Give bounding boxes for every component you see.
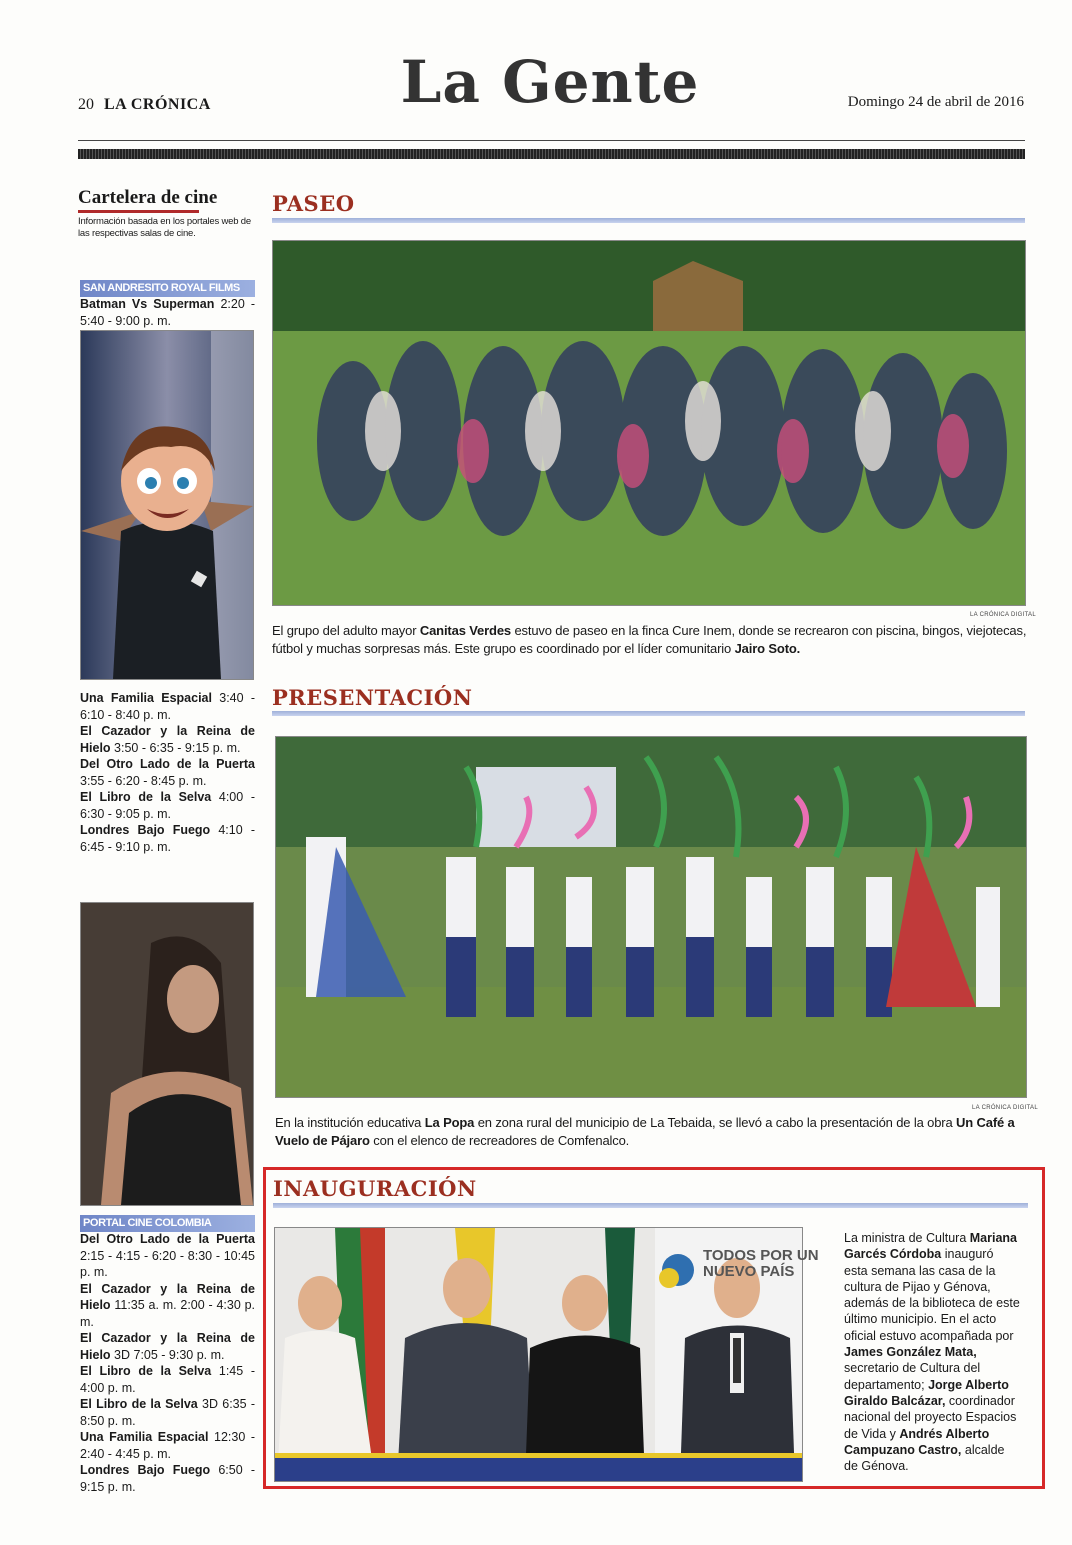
movie-title: Londres Bajo Fuego xyxy=(80,1463,211,1477)
text-run: La ministra de Cultura xyxy=(844,1231,970,1245)
movie-times: 6:50 - 9:15 p. m. xyxy=(80,1463,255,1494)
sidebar-note: Información basada en los portales web de las respectivas salas de cine. xyxy=(78,216,251,239)
movie-listing xyxy=(80,690,255,723)
photo-credit-presentacion: LA CRÓNICA DIGITAL xyxy=(972,1105,1038,1111)
movie-listing xyxy=(80,1281,255,1331)
bold-name: Mariana Garcés Córdoba xyxy=(844,1231,1018,1262)
movie-listing xyxy=(80,822,255,855)
text-run: secretario de Cultura del departamento; xyxy=(844,1361,981,1392)
movie-times: 4:10 - 6:45 - 9:10 p. m. xyxy=(80,823,255,854)
sidebar-title-underline xyxy=(78,210,199,213)
movie-poster-horror xyxy=(80,902,254,1206)
text-run: alcalde de Génova. xyxy=(844,1442,1005,1474)
caption-paseo xyxy=(272,622,1027,658)
cinema-badge-portal: PORTAL CINE COLOMBIA xyxy=(80,1215,255,1232)
movie-listing xyxy=(80,723,255,756)
caption-presentacion xyxy=(275,1114,1027,1150)
movie-listing xyxy=(80,789,255,822)
movie-times: 3:40 - 6:10 - 8:40 p. m. xyxy=(80,691,256,722)
text-run: en zona rural del municipio de La Tebaida, se llevó a cabo la presentación de la obra xyxy=(474,1115,957,1130)
actress-image xyxy=(81,903,253,1205)
movie-times: 3:55 - 6:20 - 8:45 p. m. xyxy=(80,773,207,788)
bold-name: Canitas Verdes xyxy=(419,623,511,638)
movie-title: Del Otro Lado de la Puerta xyxy=(80,757,255,771)
sidebar-title: Cartelera de cine xyxy=(78,187,218,208)
cinema-badge-royal-films: SAN ANDRESITO ROYAL FILMS xyxy=(80,280,255,297)
photo-credit-paseo: LA CRÓNICA DIGITAL xyxy=(970,612,1036,618)
movie-times: 12:30 - 2:40 - 4:45 p. m. xyxy=(80,1430,255,1461)
movie-listing xyxy=(80,1330,255,1363)
photo-paseo xyxy=(272,240,1026,606)
movie-title: El Libro de la Selva xyxy=(80,1397,198,1411)
movie-title: El Libro de la Selva xyxy=(80,790,212,804)
movie-times: 2:20 - 5:40 - 9:00 p. m. xyxy=(80,297,255,328)
movie-listing xyxy=(80,1231,255,1281)
bold-name: James González Mata, xyxy=(844,1345,977,1360)
paper-name: LA CRÓNICA xyxy=(104,96,211,113)
photo-inauguracion xyxy=(274,1227,819,1482)
movie-listing xyxy=(80,1396,255,1429)
movie-times: 2:15 - 4:15 - 6:20 - 8:30 - 10:45 p. m. xyxy=(80,1248,255,1279)
movie-times: 3:50 - 6:35 - 9:15 p. m. xyxy=(110,740,241,755)
movie-listing xyxy=(80,1363,255,1396)
text-run: con el elenco de recreadores de Comfenalco. xyxy=(369,1133,630,1148)
movie-title: El Libro de la Selva xyxy=(80,1364,212,1378)
movie-times: 11:35 a. m. 2:00 - 4:30 p. m. xyxy=(80,1298,255,1329)
text-run: El grupo del adulto mayor xyxy=(272,623,420,638)
bold-name: Andrés Alberto Campuzano Castro, xyxy=(844,1426,990,1457)
photo-presentacion xyxy=(275,736,1027,1098)
movie-listing xyxy=(80,1429,255,1462)
masthead-rule xyxy=(78,140,1025,141)
movie-title: Una Familia Espacial xyxy=(80,1430,209,1444)
movie-title: Una Familia Espacial xyxy=(80,691,212,705)
issue-date: Domingo 24 de abril de 2016 xyxy=(847,94,1024,110)
text-run: estuvo de paseo en la finca Cure Inem, donde se recrearon con piscina, bingos, viejotecas, fútbol y muchas sorpresas más. Este grupo es coordinado por el líder comunitario xyxy=(272,623,1027,656)
masthead-bar xyxy=(78,149,1025,159)
movie-times: 4:00 - 6:30 - 9:05 p. m. xyxy=(80,790,255,821)
bold-name: Jairo Soto. xyxy=(734,641,801,656)
banner-slogan-line1: TODOS POR UN xyxy=(703,1247,819,1264)
article-text-inauguracion xyxy=(844,1230,1020,1474)
listing-royal-films-2 xyxy=(80,690,255,855)
section-title: La Gente xyxy=(400,48,700,116)
listing-portal xyxy=(80,1231,255,1495)
movie-times: 1:45 - 4:00 p. m. xyxy=(80,1364,255,1395)
text-run: coordinador nacional del proyecto Espacios de Vida y xyxy=(844,1393,1017,1441)
bold-name: Un Café a Vuelo de Pájaro xyxy=(275,1115,1015,1148)
text-run: inauguró esta semana las casa de la cultura de Pijao y Génova, además de la biblioteca de este último municipio. En el acto oficial estuvo acompañada por xyxy=(844,1247,1020,1343)
page-number: 20 xyxy=(78,96,94,113)
text-run: En la institución educativa xyxy=(275,1115,425,1130)
movie-title: El Cazador y la Reina de Hielo xyxy=(80,1331,255,1362)
movie-listing xyxy=(80,1462,255,1495)
group-outdoor-image xyxy=(273,241,1025,605)
heading-rule-paseo xyxy=(272,218,1025,223)
children-performance-image xyxy=(276,737,1026,1097)
movie-title: El Cazador y la Reina de Hielo xyxy=(80,724,255,755)
heading-presentacion: PRESENTACIÓN xyxy=(272,685,473,710)
movie-title: Del Otro Lado de la Puerta xyxy=(80,1232,255,1246)
heading-rule-presentacion xyxy=(272,711,1025,716)
heading-rule-inauguracion xyxy=(273,1203,1028,1208)
movie-times: 3D 7:05 - 9:30 p. m. xyxy=(110,1347,225,1362)
bold-name: La Popa xyxy=(424,1115,475,1130)
heading-inauguracion: INAUGURACIÓN xyxy=(273,1176,477,1201)
listing-royal-films-1 xyxy=(80,296,255,329)
movie-title: Londres Bajo Fuego xyxy=(80,823,211,837)
banner-slogan xyxy=(703,1248,819,1280)
movie-times: 3D 6:35 - 8:50 p. m. xyxy=(80,1397,256,1428)
bold-name: Jorge Alberto Giraldo Balcázar, xyxy=(844,1377,1009,1408)
movie-title: El Cazador y la Reina de Hielo xyxy=(80,1281,255,1312)
movie-listing xyxy=(80,756,255,789)
movie-poster-animated xyxy=(80,330,254,680)
movie-title: Batman Vs Superman xyxy=(80,297,215,311)
banner-slogan-line2: NUEVO PAÍS xyxy=(703,1263,795,1280)
cartoon-boy-image xyxy=(81,331,253,679)
heading-paseo: PASEO xyxy=(272,191,355,216)
movie-listing xyxy=(80,296,255,329)
